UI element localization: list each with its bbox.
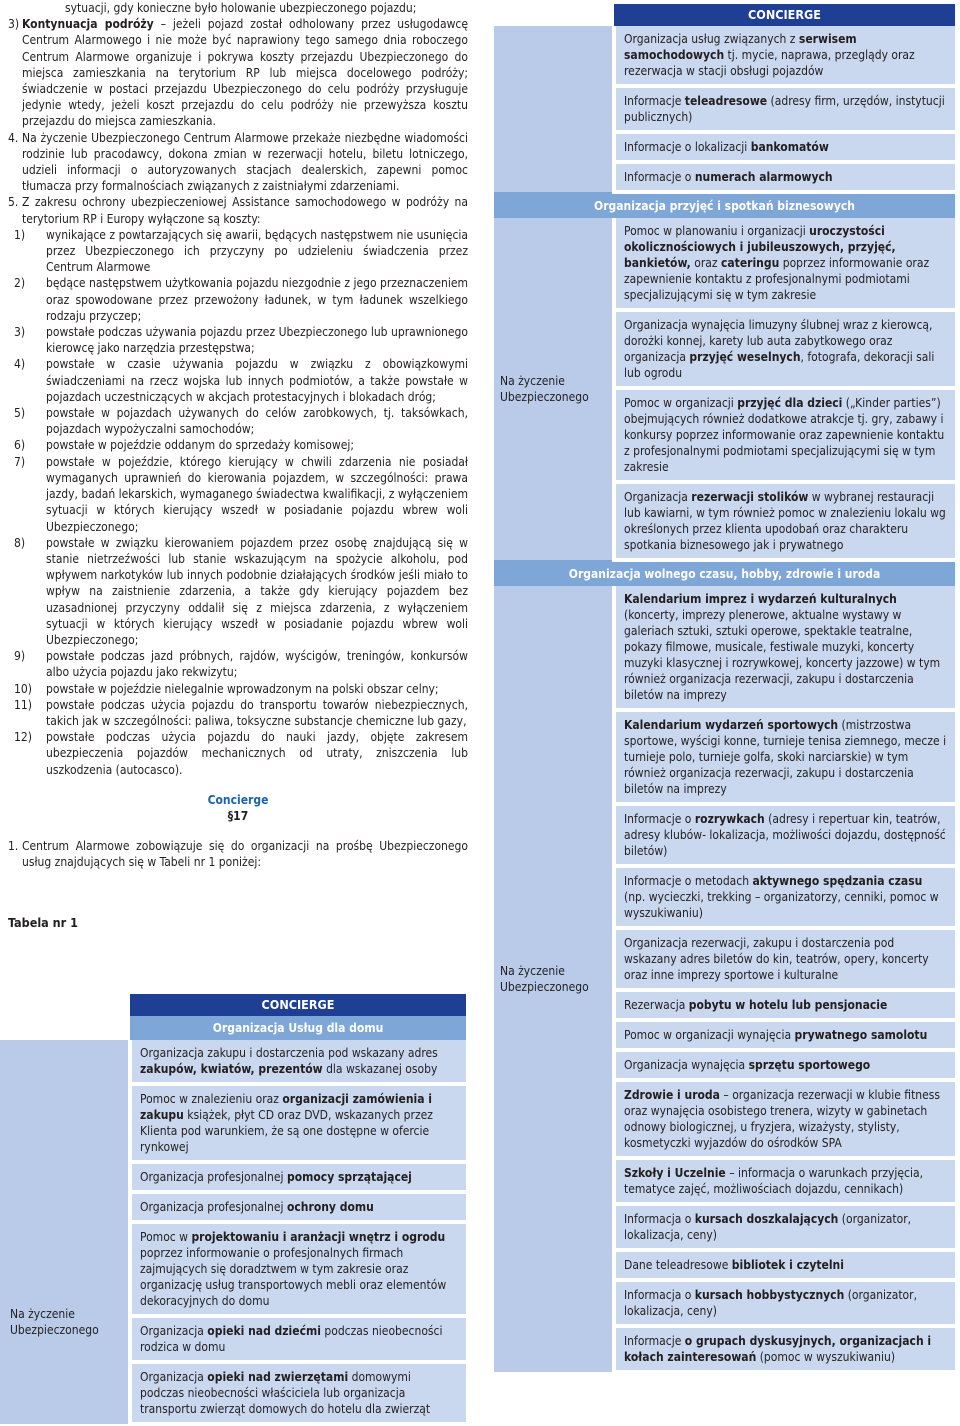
table-cell xyxy=(130,1192,466,1222)
cell-text-c: (organizator, lokalizacja, ceny) xyxy=(624,1212,912,1242)
table-cell xyxy=(614,1080,955,1158)
table-subheader-events: Organizacja przyjęć i spotkań biznesowych xyxy=(494,192,955,218)
exclusion-item xyxy=(8,324,468,356)
exclusion-number: 9) xyxy=(14,649,26,664)
cell-text-c: (koncerty, imprezy plenerowe, aktualne wystawy w galeriach sztuki, sztuki operowe, spektakle teatralne, pokazy filmowe, musicale, festiwale muzyki, koncerty muzyki klasycznej i rozrywkowej, koncerty jazzowe) w tym również organizacja rezerwacji, zakupu i dostarczenia biletów na imprezy xyxy=(624,608,941,702)
cell-text-b: Kalendarium wydarzeń sportowych xyxy=(624,718,839,732)
cell-text-b: sprzętu sportowego xyxy=(748,1058,871,1072)
cell-text-b: pomocy sprzątającej xyxy=(286,1170,412,1184)
table-cell xyxy=(614,866,955,928)
cell-text-a: Organizacja zakupu i dostarczenia pod wskazany adres xyxy=(140,1046,438,1060)
cell-text-a: Pomoc w znalezieniu oraz xyxy=(140,1092,283,1106)
table-cell xyxy=(614,26,955,86)
exclusion-text: wynikające z powtarzających się awarii, będących następstwem nie usunięcia przez Ubezpieczonego ich przyczyny po udzieleniu świadczenia przez Centrum Alarmowe xyxy=(46,227,468,275)
exclusion-item xyxy=(8,729,468,778)
table-subheader: Organizacja Usług dla domu xyxy=(130,1016,466,1040)
side-label: Na życzenie Ubezpieczonego xyxy=(0,1040,130,1424)
cell-text-c: podczas nieobecności rodzica w domu xyxy=(140,1324,443,1354)
table-cell xyxy=(614,710,955,804)
cell-text-e: poprzez informowanie oraz zapewnienie kontaktu z profesjonalnymi podmiotami specjalizującymi się w tym zakresie xyxy=(624,256,930,302)
cell-text-a: Organizacja profesjonalnej xyxy=(140,1170,287,1184)
side-spacer xyxy=(494,26,614,192)
item-4 xyxy=(8,130,468,195)
cell-text-c: (adresy firm, urzędów, instytucji publicznych) xyxy=(624,94,945,124)
cell-text-a: Informacje xyxy=(624,94,685,108)
table-cell xyxy=(130,1316,466,1362)
table-header: CONCIERGE xyxy=(130,994,466,1016)
cell-text-b: opieki nad dziećmi xyxy=(207,1324,321,1338)
cell-text-c: , fotografa, dekoracji sali lub ogrodu xyxy=(624,350,935,380)
table-cell xyxy=(614,86,955,132)
exclusion-item xyxy=(8,697,468,729)
cell-text-b: przyjęć dla dzieci xyxy=(737,396,843,410)
table-cell xyxy=(130,1222,466,1316)
cell-text-a: Pomoc w organizacji xyxy=(624,396,738,410)
side-label-events: Na życzenie Ubezpieczonego xyxy=(494,218,614,560)
table-subheader-leisure: Organizacja wolnego czasu, hobby, zdrowie i uroda xyxy=(494,560,955,586)
item-text: Centrum Alarmowe zobowiązuje się do organizacji na prośbę Ubezpieczonego usług znajdujących się w Tabeli nr 1 poniżej: xyxy=(22,839,468,870)
exclusion-text: powstałe podczas użycia pojazdu do transportu towarów niebezpiecznych, takich jak w szczególności: paliwa, toksyczne substancje chemiczne lub gazy, xyxy=(46,697,468,728)
exclusion-text: powstałe podczas używania pojazdu przez Ubezpieczonego lub uprawnionego kierowcę jako narzędzia przestępstwa; xyxy=(46,325,468,356)
table-cell xyxy=(614,928,955,990)
table-cell xyxy=(614,990,955,1020)
table-cell xyxy=(614,1020,955,1050)
table-cell xyxy=(614,1280,955,1326)
item-text: Z zakresu ochrony ubezpieczeniowej Assistance samochodowego w podróży na terytorium RP i Europy wyłączone są koszty: xyxy=(22,195,468,226)
table-cell xyxy=(614,804,955,866)
cell-text-c: książek, płyt CD oraz DVD, wskazanych przez Klienta pod warunkiem, że są one dostępne w ofercie rynkowej xyxy=(140,1108,433,1154)
item-1 xyxy=(8,838,468,870)
item-5 xyxy=(8,194,468,226)
item-rest: – jeżeli pojazd został odholowany przez usługodawcę Centrum Alarmowego i nie może być naprawiony tego samego dnia roboczego Centrum Alarmowe organizuje i pokrywa koszty przejazdu Ubezpieczonego do miejsca zamieszkania na terytorium RP lub miejsca docelowego podróży; świadczenie w postaci przejazdu Ubezpieczonego do celu podróży przysługuje jedynie wtedy, jeżeli koszt przejazdu do celu podróży nie przewyższa kosztu przejazdu do miejsca zamieszkania. xyxy=(22,17,468,129)
item-3 xyxy=(8,16,468,129)
cell-text-a: Organizacja profesjonalnej xyxy=(140,1200,287,1214)
cell-text-c: – organizacja rezerwacji w klubie fitness oraz wynajęcia osobistego trenera, wizyty w gabinetach odnowy biologicznej, u fryzjera, wizażysty, stylisty, kosmetyczki wyjazdów do ośrodków SPA xyxy=(624,1088,941,1150)
cell-text-c: domowymi podczas nieobecności właściciela lub organizacja transportu zwierząt domowych do hotelu dla zwierząt xyxy=(140,1370,431,1416)
item-text: Na życzenie Ubezpieczonego Centrum Alarmowe przekaże niezbędne wiadomości rodzinie lub pracodawcy, dokona zmian w rezerwacji hotelu, biletu lotniczego, udzieli informacji o autoryzowanych stacjach dealerskich, zapewni pomoc tłumacza przy formalnościach związanych z zaistniałymi zdarzeniami. xyxy=(22,130,468,194)
exclusion-text: powstałe podczas użycia pojazdu do nauki jazdy, objęte zakresem ubezpieczenia pojazdów mechanicznych od utraty, zniszczenia lub uszkodzenia (autocasco). xyxy=(46,730,468,777)
item-number: 3) xyxy=(8,17,20,32)
cell-text-b: Kalendarium imprez i wydarzeń kulturalnych xyxy=(624,592,897,606)
cell-text-a: Organizacja wynajęcia xyxy=(624,1058,749,1072)
exclusion-text: powstałe w pojeździe, którego kierujący w chwili zdarzenia nie posiadał wymaganych uprawnień do kierowania pojazdem, w szczególności: prawa jazdy, badań lekarskich, wymaganego świadectwa kwalifikacji, z wyłączeniem sytuacji w których kierujący wszedł w posiadanie pojazdu wbrew woli Ubezpieczonego; xyxy=(46,454,468,534)
cell-text-b: Zdrowie i uroda xyxy=(624,1088,720,1102)
cell-text-b: rozrywkach xyxy=(694,812,765,826)
table-cell xyxy=(130,1084,466,1162)
cell-text-b: numerach alarmowych xyxy=(694,170,833,184)
table-cell xyxy=(614,132,955,162)
exclusion-text: powstałe w pojeździe nielegalnie wprowadzonym na polski obszar celny; xyxy=(46,681,439,696)
cell-text-b: pobytu w hotelu lub pensjonacie xyxy=(688,998,888,1012)
table-cell xyxy=(614,1050,955,1080)
cell-text-a: Informacje xyxy=(624,1334,685,1348)
exclusion-number: 6) xyxy=(14,438,26,453)
exclusion-text: powstałe podczas jazd próbnych, rajdów, wyścigów, treningów, konkursów albo użycia pojazdu jako rekwizytu; xyxy=(46,649,468,680)
exclusion-number: 8) xyxy=(14,535,26,550)
exclusion-item xyxy=(8,405,468,437)
exclusion-number: 1) xyxy=(14,227,26,242)
cell-text-b: przyjęć weselnych xyxy=(689,350,801,364)
exclusion-text: powstałe w związku kierowaniem pojazdem przez osobę znajdującą się w stanie nietrzeźwości lub stanie wskazującym na spożycie alkoholu, pod wpływem narkotyków lub innych podobnie działających środków jeśli miało to wpływ na zaistnienie zdarzenia, a także gdy kierujący pojazdem bez uzasadnionej przyczyny oddalił się z miejsca zdarzenia, z wyłączeniem sytuacji w których kierujący wszedł w posiadanie pojazdu wbrew woli Ubezpieczonego; xyxy=(46,535,468,647)
section-paragraph: §17 xyxy=(227,808,249,823)
cell-text-c: (np. wycieczki, trekking – organizatorzy, cenniki, pomoc w wyszukiwaniu) xyxy=(624,890,939,920)
concierge-table-services xyxy=(494,4,955,1374)
item-number: 1. xyxy=(8,839,19,854)
table-cell xyxy=(614,218,955,310)
cell-text-b: organizacji zamówienia i zakupu xyxy=(140,1092,432,1122)
cell-text-a: Organizacja wynajęcia limuzyny ślubnej wraz z kierowcą, dorożki konnej, karety lub auta zabytkowego oraz organizacja xyxy=(624,318,933,364)
exclusion-text: powstałe w pojazdach używanych do celów zarobkowych, tj. taksówkach, pojazdach wypożyczalni samochodów; xyxy=(46,406,468,437)
cell-text-b: teleadresowe xyxy=(684,94,768,108)
exclusion-text: powstałe w czasie używania pojazdu w związku z obowiązkowymi świadczeniami na rzecz wojska lub innych podmiotów, a także powstałe w pojazdach uczestniczących w akcjach protestacyjnych i blokadach dróg; xyxy=(46,357,468,404)
cell-text-c: dla wskazanej osoby xyxy=(322,1062,438,1076)
cell-text-b: o grupach dyskusyjnych, organizacjach i kołach zainteresowań xyxy=(624,1334,932,1364)
table-cell xyxy=(614,1326,955,1372)
exclusion-item xyxy=(8,227,468,276)
table-row xyxy=(494,218,955,310)
side-label-leisure: Na życzenie Ubezpieczonego xyxy=(494,586,614,1372)
cell-text-a: Informacje o xyxy=(624,812,695,826)
cell-text-b: kursach hobbystycznych xyxy=(694,1288,845,1302)
cell-text-b: prywatnego samolotu xyxy=(794,1028,928,1042)
cell-text-b: uroczystości okolicznościowych i jubileuszowych, przyjęć, bankietów, xyxy=(624,224,896,270)
table-cell xyxy=(614,310,955,388)
exclusion-item xyxy=(8,648,468,680)
cell-text-b: zakupów, kwiatów, prezentów xyxy=(140,1062,323,1076)
cell-text-a: Organizacja usług związanych z xyxy=(624,32,799,46)
cell-text-b: opieki nad zwierzętami xyxy=(207,1370,349,1384)
cell-text-c: (mistrzostwa sportowe, wyścigi konne, turnieje tenisa ziemnego, mecze i turnieje polo, turnieje golfa, skoki narciarskie) w tym również organizacja rezerwacji, zakupu i dostarczenia biletów na imprezy xyxy=(624,718,947,796)
table-cell xyxy=(614,1158,955,1204)
cell-text-a: Informacje o metodach xyxy=(624,874,753,888)
cell-text-c: („Kinder parties”) obejmujących również dodatkowe atrakcje tj. gry, zabawy i konkursy poprzez informowanie oraz zapewnienie kontaktu z profesjonalnymi podmiotami specjalizującymi się w tym zakresie xyxy=(624,396,945,474)
cell-text-c: w wybranej restauracji lub kawiarni, w tym również pomoc w znalezieniu lokalu wg określonych przez klienta upodobań oraz charakteru spotkania biznesowego jak i prywatnego xyxy=(624,490,946,552)
exclusion-number: 7) xyxy=(14,454,26,469)
cell-text-b: kursach doszkalających xyxy=(694,1212,839,1226)
table-cell xyxy=(130,1362,466,1424)
cell-text-b: projektowaniu i aranżacji wnętrz i ogrodu xyxy=(191,1230,446,1244)
table-cell xyxy=(614,1204,955,1250)
exclusion-number: 2) xyxy=(14,276,26,291)
exclusion-item xyxy=(8,437,468,453)
table-row xyxy=(494,26,955,86)
exclusion-number: 3) xyxy=(14,325,26,340)
cell-text-a: Informacja o xyxy=(624,1288,695,1302)
exclusions-list xyxy=(8,227,468,778)
cell-text-a: Informacja o xyxy=(624,1212,695,1226)
cell-text-b: serwisem samochodowych xyxy=(624,32,857,62)
table-header: CONCIERGE xyxy=(614,4,955,26)
item-text xyxy=(22,16,468,129)
table-cell xyxy=(614,1250,955,1280)
cell-text-b: aktywnego spędzania czasu xyxy=(752,874,923,888)
exclusion-number: 12) xyxy=(14,730,32,745)
cell-text-a: Rezerwacja xyxy=(624,998,689,1012)
table-row xyxy=(0,1040,466,1084)
exclusion-text: będące następstwem użytkowania pojazdu niezgodnie z jego przeznaczeniem oraz spowodowane przez przewożony ładunek, w tym ładunek wszelkiego rodzaju przyczep; xyxy=(46,276,468,323)
exclusion-item xyxy=(8,535,468,648)
cell-text-a: Organizacja xyxy=(624,490,692,504)
exclusion-item xyxy=(8,275,468,324)
cell-text-c: poprzez informowanie o profesjonalnych firmach zajmujących się doradztwem w tym zakresie oraz organizację usług transportowych mebli oraz elementów dekoracyjnych do domu xyxy=(140,1246,447,1308)
section-title: Concierge xyxy=(207,792,269,807)
cell-text-b: bibliotek i czytelni xyxy=(731,1258,844,1272)
cell-text-c: tj. mycie, naprawa, przeglądy oraz rezerwacja w stacji obsługi pojazdów xyxy=(624,48,915,78)
cell-text-a: Organizacja rezerwacji, zakupu i dostarczenia pod wskazany adres biletów do kin, teatrów, opery, koncerty oraz inne imprezy sportowe i kulturalne xyxy=(624,936,929,982)
exclusion-item xyxy=(8,356,468,405)
cell-text-c: (pomoc w wyszukiwaniu) xyxy=(756,1350,896,1364)
exclusion-item xyxy=(8,454,468,535)
cell-text-c: (organizator, lokalizacja, ceny) xyxy=(624,1288,918,1318)
item-number: 5. xyxy=(8,195,19,210)
exclusion-number: 11) xyxy=(14,697,32,712)
item-number: 4. xyxy=(8,130,19,145)
cell-text-b: rezerwacji stolików xyxy=(691,490,809,504)
table-cell xyxy=(130,1162,466,1192)
cell-text-a: Organizacja xyxy=(140,1324,208,1338)
cell-text-a: Dane teleadresowe xyxy=(624,1258,732,1272)
cell-text-c: oraz xyxy=(690,256,721,270)
table-cell xyxy=(614,162,955,192)
cell-text-a: Pomoc w organizacji wynajęcia xyxy=(624,1028,795,1042)
cell-text-b: ochrony domu xyxy=(286,1200,374,1214)
cell-text-a: Pomoc w planowaniu i organizacji xyxy=(624,224,810,238)
cell-text-a: Informacje o lokalizacji xyxy=(624,140,751,154)
exclusion-number: 10) xyxy=(14,681,32,696)
cell-text-d: cateringu xyxy=(720,256,780,270)
cell-text-c: (adresy i repertuar kin, teatrów, adresy klubów- lokalizacja, możliwości dojazdu, dostępność biletów) xyxy=(624,812,946,858)
table-cell xyxy=(130,1040,466,1084)
table-cell xyxy=(614,586,955,710)
cell-text-a: Pomoc w xyxy=(140,1230,192,1244)
cell-text-b: Szkoły i Uczelnie xyxy=(624,1166,726,1180)
cell-text-b: bankomatów xyxy=(750,140,829,154)
exclusion-number: 4) xyxy=(14,357,26,372)
table-cell xyxy=(614,388,955,482)
exclusion-item xyxy=(8,681,468,697)
table-caption: Tabela nr 1 xyxy=(8,914,78,930)
table-cell xyxy=(614,482,955,560)
cell-text-a: Informacje o xyxy=(624,170,695,184)
exclusion-text: powstałe w pojeździe oddanym do sprzedaży komisowej; xyxy=(46,438,354,453)
exclusion-number: 5) xyxy=(14,406,26,421)
table-row xyxy=(494,586,955,710)
continued-paragraph: sytuacji, gdy konieczne było holowanie ubezpieczonego pojazdu; xyxy=(65,1,417,15)
cell-text-a: Organizacja xyxy=(140,1370,208,1384)
left-column xyxy=(8,0,468,931)
item-bold: Kontynuacja podróży xyxy=(22,17,154,32)
concierge-table-home xyxy=(0,994,466,1426)
cell-text-c: – informacja o warunkach przyjęcia, tematyce zajęć, możliwościach dojazdu, cennikach) xyxy=(624,1166,924,1196)
